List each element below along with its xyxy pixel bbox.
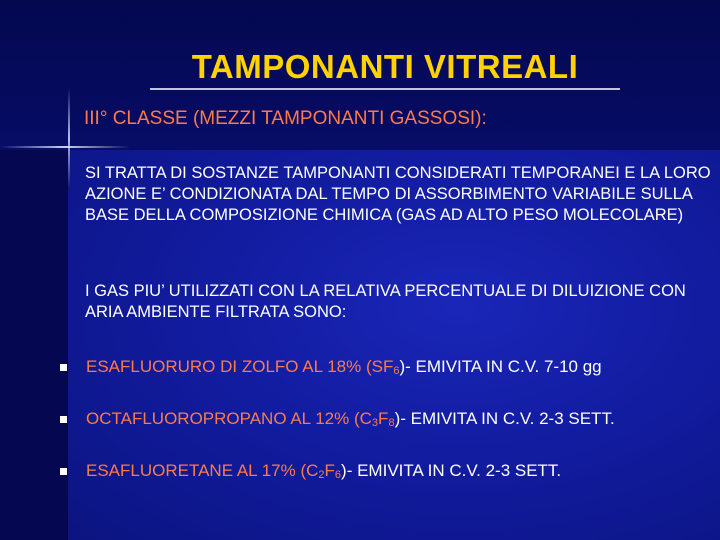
slide-left-margin bbox=[0, 150, 68, 540]
square-bullet-icon bbox=[60, 416, 67, 423]
list-item-lead: ESAFLUORURO DI ZOLFO AL 18% (SF bbox=[86, 357, 394, 376]
slide-title: TAMPONANTI VITREALI bbox=[191, 48, 579, 85]
list-item-tail: )- EMIVITA IN C.V. 2-3 SETT. bbox=[341, 461, 562, 480]
list-item bbox=[60, 407, 615, 431]
paragraph-description: SI TRATTA DI SOSTANZE TAMPONANTI CONSIDERATI TEMPORANEI E LA LORO AZIONE E’ CONDIZIONATA DAL TEMPO DI ASSORBIMENTO VARIABILE SULLA BASE DELLA COMPOSIZIONE CHIMICA (GAS AD ALTO PESO MOLECOLARE) bbox=[85, 164, 711, 224]
subscript: 2 bbox=[318, 469, 325, 481]
list-item-text bbox=[86, 357, 602, 377]
list-item-tail: )- EMIVITA IN C.V. 2-3 SETT. bbox=[394, 409, 615, 428]
square-bullet-icon bbox=[60, 468, 67, 475]
list-item-lead: ESAFLUORETANE AL 17% (C bbox=[86, 461, 319, 480]
list-item-tail: )- EMIVITA IN C.V. 7-10 gg bbox=[399, 357, 602, 376]
subscript: 6 bbox=[393, 365, 400, 377]
subscript: 8 bbox=[388, 417, 395, 429]
list-item-text bbox=[86, 409, 615, 429]
list-item-lead: OCTAFLUOROPROPANO AL 12% (C bbox=[86, 409, 372, 428]
decorative-vertical-line bbox=[68, 88, 70, 188]
paragraph-gas-intro: I GAS PIU’ UTILIZZATI CON LA RELATIVA PERCENTUALE DI DILUIZIONE CON ARIA AMBIENTE FILTRATA SONO: bbox=[85, 282, 686, 321]
list-item-text bbox=[86, 461, 561, 481]
slide-subtitle: III° CLASSE (MEZZI TAMPONANTI GASSOSI): bbox=[84, 108, 487, 129]
square-bullet-icon bbox=[60, 364, 67, 371]
title-underline bbox=[150, 88, 620, 90]
decorative-horizontal-line bbox=[0, 146, 130, 148]
formula-part: F bbox=[378, 409, 389, 428]
list-item bbox=[60, 355, 602, 379]
list-item bbox=[60, 459, 561, 483]
subscript: 6 bbox=[334, 469, 342, 481]
subscript: 3 bbox=[371, 417, 379, 429]
formula-part: F bbox=[324, 461, 335, 480]
